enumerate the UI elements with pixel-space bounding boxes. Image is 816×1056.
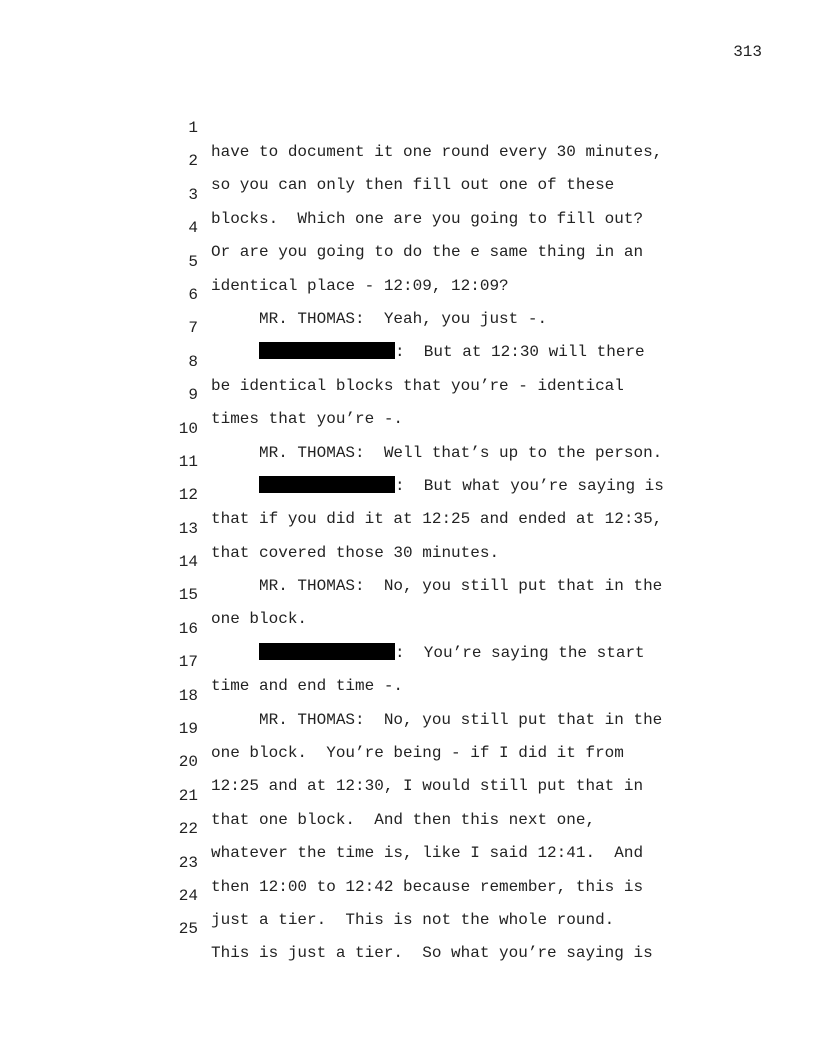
line-text: whatever the time is, like I said 12:41. And — [211, 844, 644, 863]
transcript-line — [0, 660, 816, 729]
line-text: MR. THOMAS: No, you still put that in the — [259, 710, 663, 729]
line-text: then 12:00 to 12:42 because remember, this is — [211, 877, 644, 896]
line-number: 22 — [178, 820, 198, 839]
transcript-line — [0, 92, 816, 161]
line-text: times that you’re -. — [211, 410, 404, 429]
line-number: 7 — [188, 319, 198, 338]
line-number: 23 — [178, 853, 198, 872]
line-number: 17 — [178, 653, 198, 672]
line-number: 25 — [178, 920, 198, 939]
line-text: that one block. And then this next one, — [211, 810, 596, 829]
line-number: 5 — [188, 252, 198, 271]
transcript-line — [0, 593, 816, 662]
transcript-line — [0, 125, 816, 195]
line-number: 6 — [188, 285, 198, 304]
line-text: blocks. Which one are you going to fill out? — [211, 209, 644, 228]
line-number: 24 — [178, 886, 198, 905]
transcript-line — [0, 259, 816, 328]
line-text: have to document it one round every 30 minutes, — [211, 143, 663, 161]
line-number: 14 — [178, 553, 198, 572]
line-number: 16 — [178, 619, 198, 638]
line-text: : You’re saying the start — [395, 643, 645, 662]
line-number: 1 — [188, 119, 198, 137]
transcript-line — [0, 893, 816, 963]
transcript-line — [0, 827, 816, 896]
line-text: one block. — [211, 610, 308, 629]
transcript-body — [0, 92, 816, 963]
line-number: 11 — [178, 452, 198, 471]
line-number: 19 — [178, 720, 198, 739]
transcript-line — [0, 192, 816, 262]
line-number: 12 — [178, 486, 198, 505]
transcript-line — [0, 860, 816, 929]
line-text: just a tier. This is not the whole round. — [211, 910, 615, 929]
transcript-line — [0, 159, 816, 228]
line-number: 8 — [188, 352, 198, 371]
transcript-line — [0, 760, 816, 829]
page-number: 313 — [733, 43, 762, 61]
line-number: 21 — [178, 786, 198, 805]
line-text: : But what you’re saying is — [395, 476, 664, 495]
line-text: one block. You’re being - if I did it from — [211, 744, 624, 763]
transcript-line — [0, 326, 816, 395]
line-text: that if you did it at 12:25 and ended at 12:35, — [211, 510, 663, 529]
line-number: 10 — [178, 419, 198, 438]
line-text: 12:25 and at 12:30, I would still put that in — [211, 777, 644, 796]
line-text: : But at 12:30 will there — [395, 343, 645, 362]
transcript-line — [0, 493, 816, 562]
line-text: This is just a tier. So what you’re saying is — [211, 944, 653, 963]
transcript-line — [0, 426, 816, 495]
line-number: 15 — [178, 586, 198, 605]
line-number: 20 — [178, 753, 198, 772]
transcript-line — [0, 226, 816, 295]
transcript-line — [0, 292, 816, 362]
line-text: time and end time -. — [211, 677, 404, 696]
line-text: MR. THOMAS: No, you still put that in the — [259, 577, 663, 596]
line-text: MR. THOMAS: Well that’s up to the person. — [259, 443, 663, 462]
line-text: MR. THOMAS: Yeah, you just -. — [259, 309, 548, 328]
line-number: 3 — [188, 185, 198, 204]
line-text: that covered those 30 minutes. — [211, 543, 500, 562]
line-text: so you can only then fill out one of these — [211, 176, 615, 195]
line-number: 2 — [188, 152, 198, 171]
line-text: be identical blocks that you’re - identical — [211, 376, 624, 395]
line-text: identical place - 12:09, 12:09? — [211, 276, 509, 295]
line-text: Or are you going to do the e same thing in an — [211, 243, 644, 262]
line-number: 13 — [178, 519, 198, 538]
line-number: 9 — [188, 386, 198, 405]
line-number: 4 — [188, 219, 198, 238]
line-number: 18 — [178, 686, 198, 705]
